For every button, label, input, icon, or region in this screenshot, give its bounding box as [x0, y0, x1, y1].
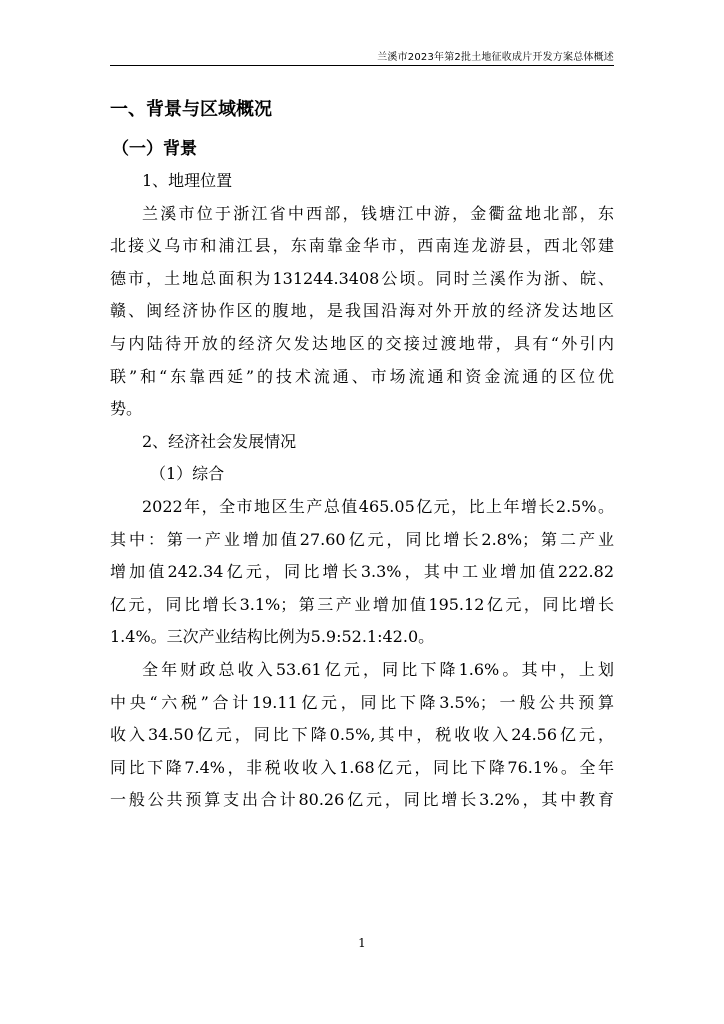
body-text [110, 165, 614, 817]
paragraph-line: 其中：第一产业增加值27.60亿元，同比增长2.8%；第二产业 [110, 529, 614, 549]
paragraph-line: 同比下降7.4%，非税收收入1.68亿元，同比下降76.1%。全年 [110, 757, 614, 777]
section-heading: 一、背景与区域概况 [110, 99, 272, 120]
paragraph-line: 亿元，同比增长3.1%；第三产业增加值195.12亿元，同比增长 [110, 594, 614, 614]
running-header: 兰溪市2023年第2批土地征收成片开发方案总体概述 [377, 52, 614, 63]
paragraph-line: 一般公共预算支出合计80.26亿元，同比增长3.2%，其中教育 [110, 790, 614, 810]
paragraph-line: 全年财政总收入53.61亿元，同比下降1.6%。其中，上划 [142, 659, 614, 679]
geo-location-title: 1、地理位置 [142, 171, 233, 190]
subsection-heading: （一）背景 [112, 139, 197, 159]
paragraph-line: 德市，土地总面积为131244.3408公顷。同时兰溪作为浙、皖、 [110, 268, 614, 288]
paragraph-line: 增加值242.34亿元，同比增长3.3%，其中工业增加值222.82 [110, 562, 614, 582]
paragraph-line: 赣、闽经济协作区的腹地，是我国沿海对外开放的经济发达地区 [110, 301, 614, 321]
paragraph-line: 收入34.50亿元，同比下降0.5%,其中，税收收入24.56亿元， [110, 725, 614, 745]
economy-title: 2、经济社会发展情况 [142, 431, 297, 451]
summary-title: （1）综合 [150, 464, 225, 484]
paragraph-line: 势。 [110, 399, 143, 419]
page-number: 1 [358, 936, 366, 950]
paragraph-line: 中央“六税”合计19.11亿元，同比下降3.5%；一般公共预算 [110, 692, 614, 712]
header-rule [110, 65, 614, 66]
paragraph-line: 联”和“东靠西延”的技术流通、市场流通和资金流通的区位优 [110, 366, 614, 386]
paragraph-line: 1.4%。三次产业结构比例为5.9:52.1:42.0。 [110, 627, 435, 647]
paragraph-line: 2022年，全市地区生产总值465.05亿元，比上年增长2.5%。 [142, 496, 614, 516]
paragraph-line: 兰溪市位于浙江省中西部，钱塘江中游，金衢盆地北部，东 [142, 203, 614, 223]
paragraph-line: 北接义乌市和浦江县，东南靠金华市，西南连龙游县，西北邻建 [110, 236, 614, 256]
paragraph-line: 与内陆待开放的经济欠发达地区的交接过渡地带，具有“外引内 [110, 333, 614, 353]
